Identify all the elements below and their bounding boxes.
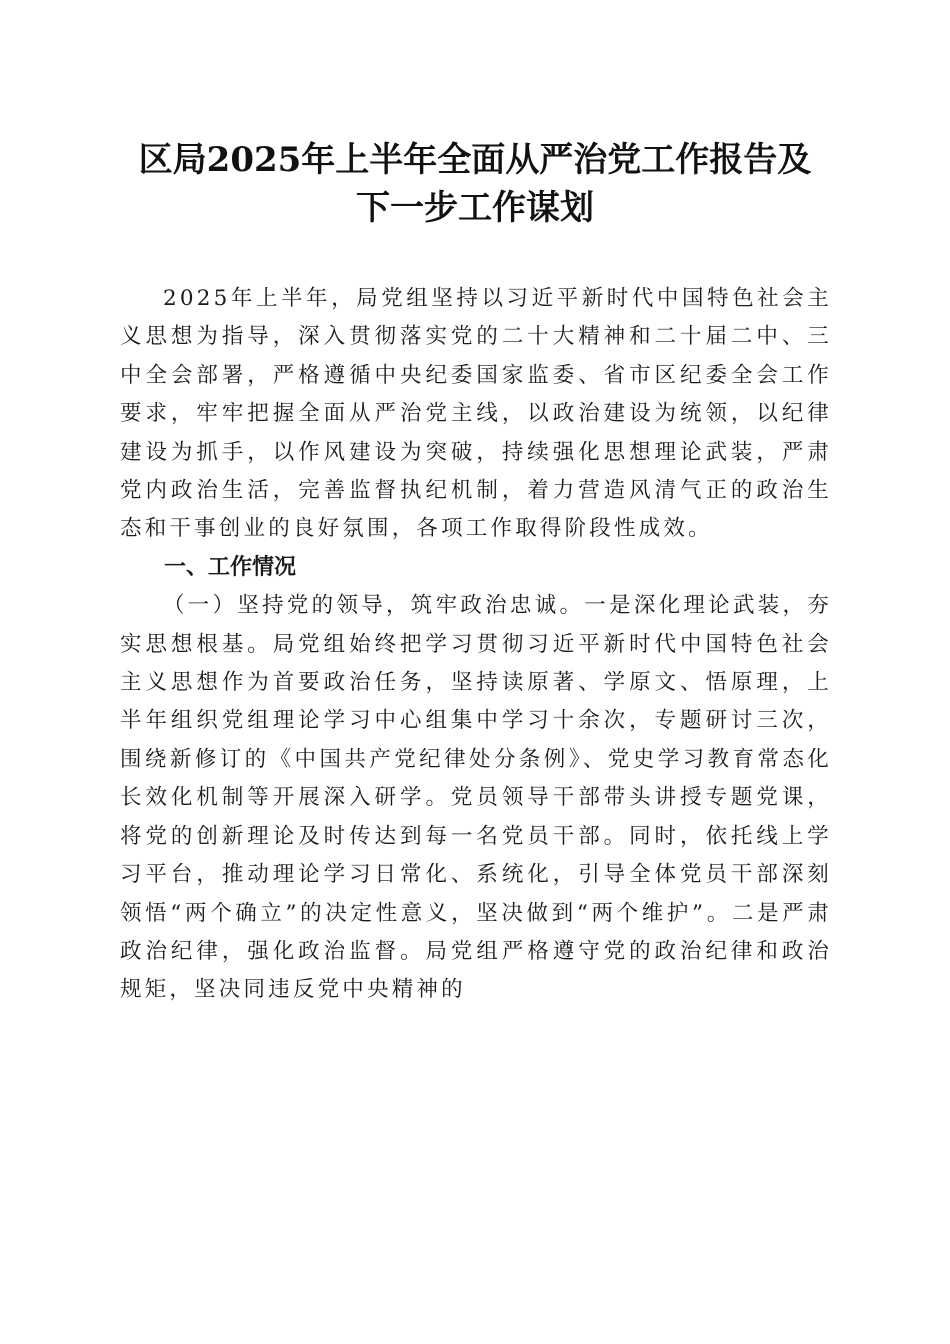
section-heading-work-status: 一、工作情况 bbox=[164, 554, 297, 580]
subsection-paragraph bbox=[120, 587, 832, 1009]
subsection-heading: （一）坚持党的领导，筑牢政治忠诚。 bbox=[163, 593, 585, 619]
document-body bbox=[120, 280, 832, 1010]
subsection-text: 一是深化理论武装，夯实思想根基。局党组始终把学习贯彻习近平新时代中国特色社会主义思想作为首要政治任务，坚持读原著、学原文、悟原理，上半年组织党组理论学习中心组集中学习十余次，专题研讨三次，围绕新修订的《中国共产党纪律处分条例》、党史学习教育常态化长效化机制等开展深入研学。党员领导干部带头讲授专题党课，将党的创新理论及时传达到每一名党员干部。同时，依托线上学习平台，推动理论学习日常化、系统化，引导全体党员干部深刻领悟“两个确立”的决定性意义，坚决做到“两个维护”。二是严肃政治纪律，强化政治监督。局党组严格遵守党的政治纪律和政治规矩，坚决同违反党中央精神的 bbox=[120, 593, 832, 1003]
document-title bbox=[100, 136, 850, 232]
title-line-2: 下一步工作谋划 bbox=[356, 188, 594, 228]
title-line-1: 区局2025年上半年全面从严治党工作报告及 bbox=[138, 140, 812, 180]
intro-paragraph: 2025年上半年，局党组坚持以习近平新时代中国特色社会主义思想为指导，深入贯彻落实党的二十大精神和二十届二中、三中全会部署，严格遵循中央纪委国家监委、省市区纪委全会工作要求，牢牢把握全面从严治党主线，以政治建设为统领，以纪律建设为抓手，以作风建设为突破，持续强化思想理论武装，严肃党内政治生活，完善监督执纪机制，着力营造风清气正的政治生态和干事创业的良好氛围，各项工作取得阶段性成效。 bbox=[120, 286, 832, 542]
